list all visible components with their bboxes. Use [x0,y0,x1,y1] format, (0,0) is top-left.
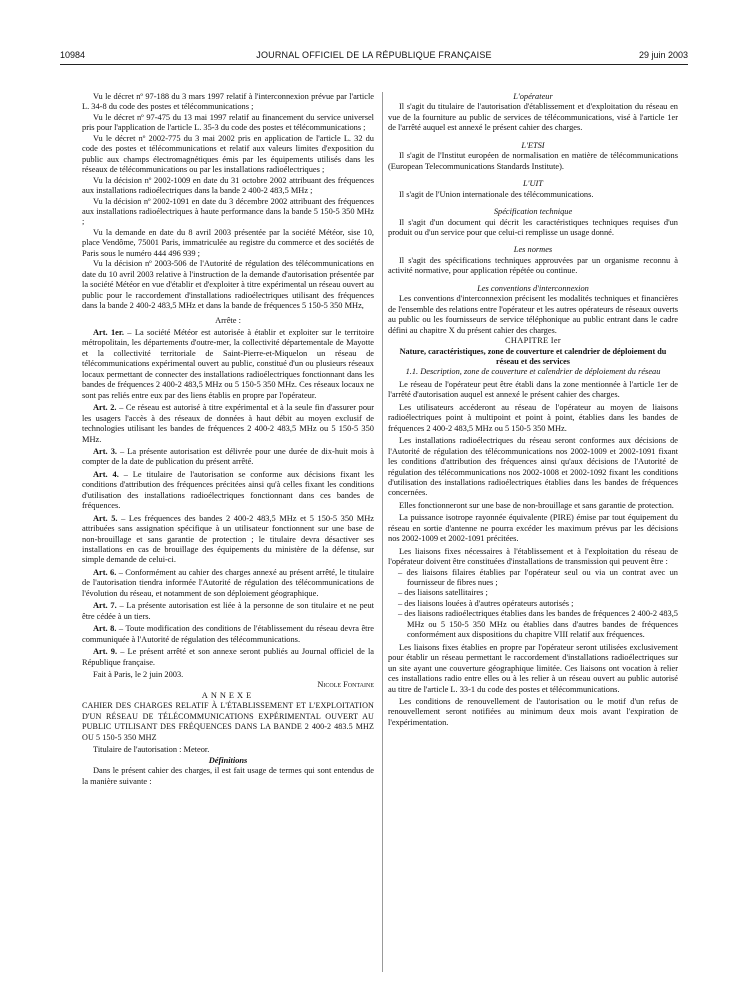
chapter-title: Nature, caractéristiques, zone de couverture et calendrier de déploiement du réseau et des services [399,346,667,366]
article-text: – Conformément au cahier des charges annexé au présent arrêté, le titulaire de l'autorisation tiendra informée l'Autorité de régulation des télécommunications de l'évolution du réseau, et notamment de son déploiement géographique. [82,567,374,598]
definition-term: Spécification technique [493,207,573,217]
article-number: Art. 2. [93,403,117,413]
definition-term: Les conventions d'interconnexion [477,283,589,293]
definition-text: Il s'agit de l'Institut européen de normalisation en matière de télécommunications (European Telecommunications Standards Institute). [388,151,678,171]
body-paragraph: Les liaisons fixes établies en propre par l'opérateur seront utilisées exclusivement pour établir un réseau permettant le raccordement d'installations radioélectriques sur un site ayant une couverture géographique limitée. Ces liaisons ont vocation à relier ces installations radio entre elles ou à les relier à un réseau ouvert au public autorisé au titre de l'article L. 33-1 du code des postes et télécommunications. [388,642,678,694]
visa-paragraph: Vu la décision nº 2002-1091 en date du 3 décembre 2002 attribuant des fréquences aux installations radioélectriques à haute performance dans la bande 5 150-5 350 MHz ; [82,196,374,227]
annexe-heading: ANNEXE [201,690,255,700]
article-text: – Ce réseau est autorisé à titre expérimental et à la seule fin d'assurer pour les usagers l'accès à des réseaux de données à haut débit au moyen exclusif de technologies utilisant les bandes de fréquences 2 400-2 483,5 MHz ou 5 150-5 350 MHz. [82,403,374,444]
article-paragraph [82,601,374,622]
article-paragraph [82,328,374,401]
closing-paragraphs [388,643,678,729]
visa-paragraph: Vu la décision nº 2003-506 de l'Autorité de régulation des télécommunications en date du 10 avril 2003 relative à l'instruction de la demande d'autorisation présentée par la société Météor en vue d'établir et d'exploiter à titre expérimental un réseau ouvert au public pour le raccordement d'installations radioélectriques utilisant des fréquences dans la bande 2 400-2 483,5 MHz et dans la bande de fréquences 5 150-5 350 MHz, [82,259,374,311]
signature: Nicole Fontaine [317,680,374,690]
article-paragraph [82,470,374,512]
visa-paragraph: Vu la demande en date du 8 avril 2003 présentée par la société Météor, sise 10, place Vendôme, 75001 Paris, immatriculée au registre du commerce et des sociétés de Paris sous le numéro 444 496 939 ; [82,227,374,258]
definition-term: Les normes [513,245,553,255]
header-rule [60,64,688,65]
definition-text: Il s'agit des spécifications techniques approuvées par un organisme reconnu à activité normative, pour application répétée ou continue. [388,255,678,276]
definition-term: L'opérateur [513,92,553,101]
page-header [60,50,688,64]
article-paragraph [82,647,374,668]
visa-paragraph: Vu le décret nº 2002-775 du 3 mai 2002 pris en application de l'article L. 32 du code des postes et télécommunications et relatif aux valeurs limites d'exposition du public aux champs électromagnétiques émis par les équipements utilisés dans les réseaux de télécommunications ou par les installations radioélectriques ; [82,133,374,175]
article-paragraph [82,447,374,468]
list-item: – des liaisons satellitaires ; [398,588,488,598]
visa-paragraph: Vu la décision nº 2002-1009 en date du 31 octobre 2002 attribuant des fréquences aux installations radioélectriques dans la bande 2 400-2 483,5 MHz ; [82,175,374,196]
journal-title: JOURNAL OFFICIEL DE LA RÉPUBLIQUE FRANÇAISE [256,50,492,60]
article-number: Art. 4. [93,469,119,479]
body-paragraph: Les liaisons fixes nécessaires à l'établissement et à l'exploitation du réseau de l'opérateur doivent être constituées d'installations de transmission qui peuvent être : [388,546,678,567]
liaisons-list [388,568,678,641]
article-text: – Le présent arrêté et son annexe seront publiés au Journal officiel de la République française. [82,647,374,667]
article-number: Art. 8. [93,624,117,634]
definition-text: Les conventions d'interconnexion précisent les modalités techniques et financières de l'ensemble des relations entre l'opérateur et les autres opérateurs de réseaux ouverts au public ou les fournisseurs de service téléphonique au public entrant dans le cadre défini au chapitre X du présent cahier des charges. [388,294,678,335]
definition-term: L'UIT [523,179,543,189]
body-paragraph: Les conditions de renouvellement de l'autorisation ou le motif d'un refus de renouvellement seront notifiées au minimum deux mois avant l'expiration de l'expérimentation. [388,697,678,727]
definitions-heading: Définitions [208,755,248,765]
titulaire-line: Titulaire de l'autorisation : Meteor. [93,745,210,755]
article-text: – Toute modification des conditions de l'établissement du réseau devra être communiquée à l'Autorité de régulation des télécommunications. [82,624,374,644]
article-text: – La société Météor est autorisée à établir et exploiter sur le territoire métropolitain, les départements d'outre-mer, la collectivité départementale de Mayotte et la collectivité territoriale de Saint-Pierre-et-Miquelon un réseau de télécommunications expérimental ouvert au public, constitué d'un ou plusieurs réseaux locaux permettant de connecter des installations radioélectriques fonctionnant dans les bandes de fréquences 2 400-2 483,5 MHz ou 5 150-5 350 MHz. Ces réseaux locaux ne sont pas reliés entre eux par des liens établis en propre par l'opérateur. [82,327,375,400]
article-text: – La présente autorisation est liée à la personne de son titulaire et ne peut être cédée à un tiers. [82,601,374,621]
list-item: – des liaisons louées à d'autres opérateurs autorisés ; [398,598,574,608]
body-paragraph: Elles fonctionneront sur une base de non-brouillage et sans garantie de protection. [399,500,674,510]
issue-date: 29 juin 2003 [638,50,688,60]
visa-paragraph: Vu le décret nº 97-475 du 13 mai 1997 relatif au financement du service universel pris pour l'application de l'article L. 35-3 du code des postes et télécommunications ; [82,112,374,133]
article-text: – Les fréquences des bandes 2 400-2 483,5 MHz et 5 150-5 350 MHz attribuées sans assignation spécifique à un utilisateur fonctionnent sur une base de non-brouillage et sans garantie de protection ; le titulaire devra désactiver ses installations en cas de brouillage des équipements du ministère de la défense, sur simple demande de celui-ci. [82,513,374,565]
definition-text: Il s'agit d'un document qui décrit les caractéristiques techniques requises d'un produit ou d'un service pour que celui-ci remplisse un usage donné. [388,217,678,237]
article-text: – Le titulaire de l'autorisation se conforme aux décisions fixant les conditions d'attribution des fréquences précitées ainsi qu'à celles fixant les conditions d'utilisation des installations radioélectriques fonctionnant dans ces bandes de fréquences. [82,469,374,511]
visa-paragraph: Vu le décret nº 97-188 du 3 mars 1997 relatif à l'interconnexion prévue par l'article L. 34-8 du code des postes et télécommunications ; [82,92,374,112]
arrete-heading: Arrête : [215,315,241,325]
body-paragraph: Les installations radioélectriques du réseau seront conformes aux décisions de l'Autorité de régulation des télécommunications nos 2002-1009 et 2002-1091 fixant les conditions d'attribution des fréquences ainsi qu'aux décisions de l'Autorité de régulation des télécommunications nos 2002-1008 et 2002-1092 fixant les conditions d'utilisation des installations radioélectriques établies dans les bandes de fréquences concernées. [388,436,678,498]
left-column [82,92,374,787]
article-number: Art. 5. [93,513,118,523]
list-item: – des liaisons radioélectriques établies dans les bandes de fréquences 2 400-2 483,5 MHz ou 5 150-5 350 MHz ou établies dans d'autres bandes de fréquences conformément aux dispositions du chapitre VIII relatif aux fréquences. [398,609,678,640]
article-paragraph [82,624,374,645]
definition-text: Il s'agit de l'Union internationale des télécommunications. [399,189,594,199]
chapter-heading: CHAPITRE Ier [505,336,561,346]
article-paragraph [82,403,374,445]
fait-a-paris: Fait à Paris, le 2 juin 2003. [93,670,184,680]
article-number: Art. 6. [93,567,117,577]
column-separator [382,92,383,972]
definition-text: Il s'agit du titulaire de l'autorisation d'établissement et d'exploitation du réseau en vue de la fourniture au public de services de télécommunications, visé à l'article 1er de l'arrêté auquel est annexé le présent cahier des charges. [388,102,678,133]
article-number: Art. 9. [93,647,118,657]
section-heading: 1.1. Description, zone de couverture et calendrier de déploiement du réseau [405,367,661,377]
visas-list [82,92,374,312]
definitions-list [388,92,678,336]
section-paragraphs [388,380,678,568]
article-text: – La présente autorisation est délivrée pour une durée de dix-huit mois à compter de la date de publication du présent arrêté. [82,446,374,467]
list-item: – des liaisons filaires établies par l'opérateur seul ou via un contrat avec un fournisseur de fibres nues ; [398,567,678,588]
definitions-intro: Dans le présent cahier des charges, il est fait usage de termes qui sont entendus de la manière suivante : [82,766,374,786]
body-paragraph: Le réseau de l'opérateur peut être établi dans la zone mentionnée à l'article 1er de l'arrêté d'autorisation auquel est annexé le présent cahier des charges. [388,379,678,400]
article-paragraph [82,568,374,599]
body-paragraph: La puissance isotrope rayonnée équivalente (PIRE) émise par tout équipement du réseau en sortie d'antenne ne pourra excéder les maximum prévus par les décisions nos 2002-1009 et 2002-1091 précitées. [388,513,678,544]
article-number: Art. 3. [93,446,117,456]
page-number: 10984 [60,50,86,60]
body-paragraph: Les utilisateurs accéderont au réseau de l'opérateur au moyen de liaisons radioélectriques point à multipoint et point à point, établies dans les bandes de fréquences 2 400-2 483,5 MHz ou 5 150-5 350 MHz. [388,402,678,433]
cahier-title: CAHIER DES CHARGES RELATIF À L'ÉTABLISSEMENT ET L'EXPLOITATION D'UN RÉSEAU DE TÉLÉCOMMUNICATIONS EXPÉRIMENTAL OUVERT AU PUBLIC UTILISANT DES FRÉQUENCES DANS LA BANDE 2 400-2 483.5 MHZ OU 5 150-5 350 MHZ [82,701,374,742]
definition-term: L'ETSI [521,140,545,150]
article-number: Art. 7. [93,601,117,611]
articles-list [82,328,374,668]
article-number: Art. 1er. [93,327,124,337]
article-paragraph [82,514,374,566]
right-column [388,92,678,728]
